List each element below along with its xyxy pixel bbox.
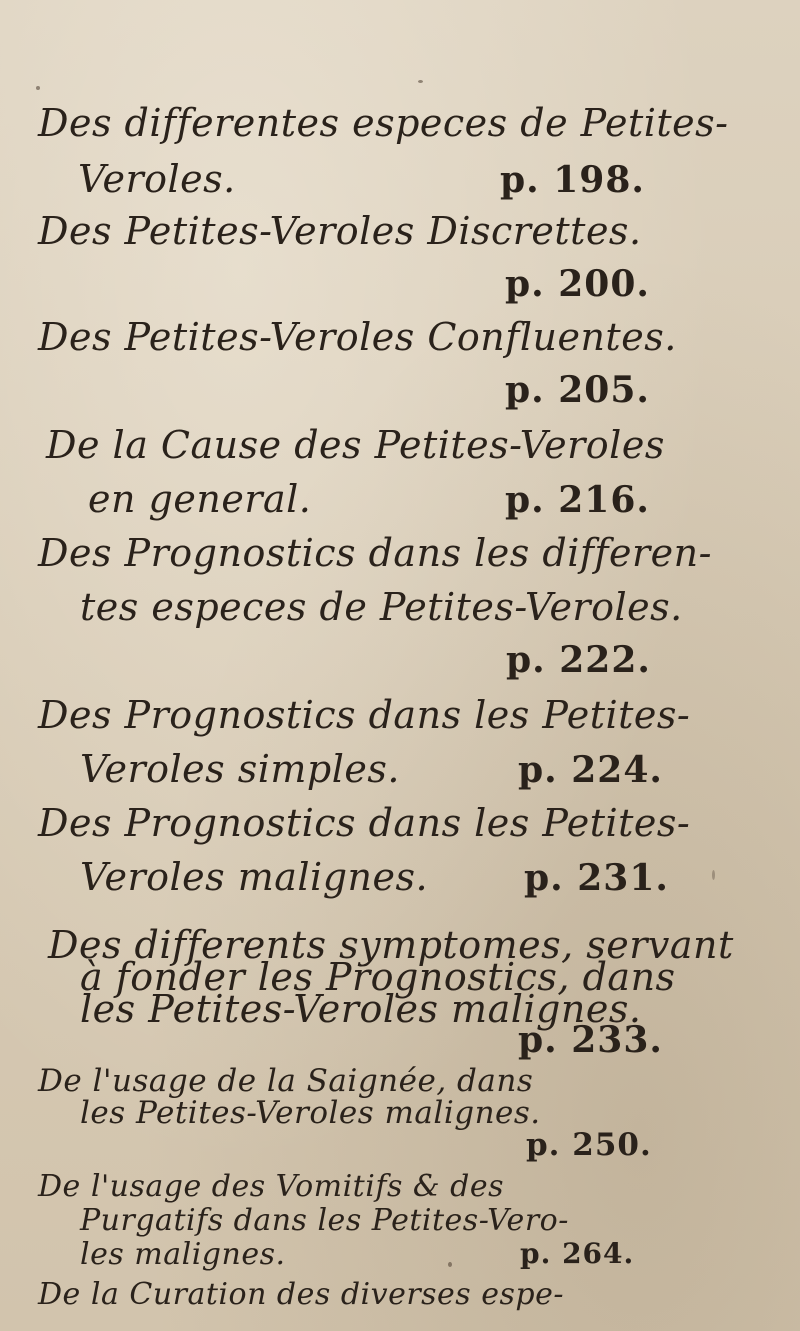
- ink-speck: [418, 80, 423, 83]
- entry-title: Des differentes especes de Petites-: [38, 101, 729, 145]
- page-reference: p. 216.: [505, 479, 650, 521]
- entry-title-continuation: à fonder les Prognostics, dans: [80, 955, 676, 999]
- entry-title: Des differents symptomes, servant: [48, 923, 734, 967]
- entry-title-continuation: Veroles simples.: [80, 747, 400, 791]
- ink-speck: [712, 870, 715, 880]
- entry-title: Des Prognostics dans les Petites-: [38, 801, 691, 845]
- entry-title-continuation: en general.: [88, 477, 312, 521]
- entry-title: Des Petites-Veroles Discrettes.: [38, 209, 642, 253]
- entry-title: De l'usage de la Saignée, dans: [38, 1063, 534, 1099]
- page-reference: p. 205.: [505, 369, 650, 411]
- entry-title: Des Petites-Veroles Confluentes.: [38, 315, 677, 359]
- entry-title-continuation: les Petites-Veroles malignes.: [80, 987, 642, 1031]
- entry-title: De l'usage des Vomitifs & des: [38, 1169, 504, 1204]
- entry-title: Des Prognostics dans les Petites-: [38, 693, 691, 737]
- entry-title-continuation: les Petites-Veroles malignes.: [80, 1095, 541, 1131]
- page-reference: p. 233.: [518, 1019, 663, 1061]
- page-reference: p. 222.: [506, 639, 651, 681]
- entry-title-continuation: Veroles.: [78, 157, 236, 201]
- page-reference: p. 250.: [526, 1127, 652, 1163]
- entry-title-continuation: Purgatifs dans les Petites-Vero-: [80, 1203, 569, 1238]
- page-reference: p. 200.: [505, 263, 650, 305]
- ink-speck: [448, 1262, 452, 1267]
- entry-title-continuation: les malignes.: [80, 1237, 286, 1272]
- ink-speck: [36, 86, 40, 90]
- entry-title-continuation: Veroles malignes.: [80, 855, 429, 899]
- page-reference: p. 231.: [524, 857, 669, 899]
- page-reference: p. 198.: [500, 159, 645, 201]
- page-reference: p. 264.: [520, 1237, 635, 1270]
- page-reference: p. 224.: [518, 749, 663, 791]
- entry-title: De la Curation des diverses espe-: [38, 1277, 564, 1312]
- entry-title: De la Cause des Petites-Veroles: [46, 423, 665, 467]
- entry-title: Des Prognostics dans les differen-: [38, 531, 712, 575]
- entry-title-continuation: tes especes de Petites-Veroles.: [80, 585, 683, 629]
